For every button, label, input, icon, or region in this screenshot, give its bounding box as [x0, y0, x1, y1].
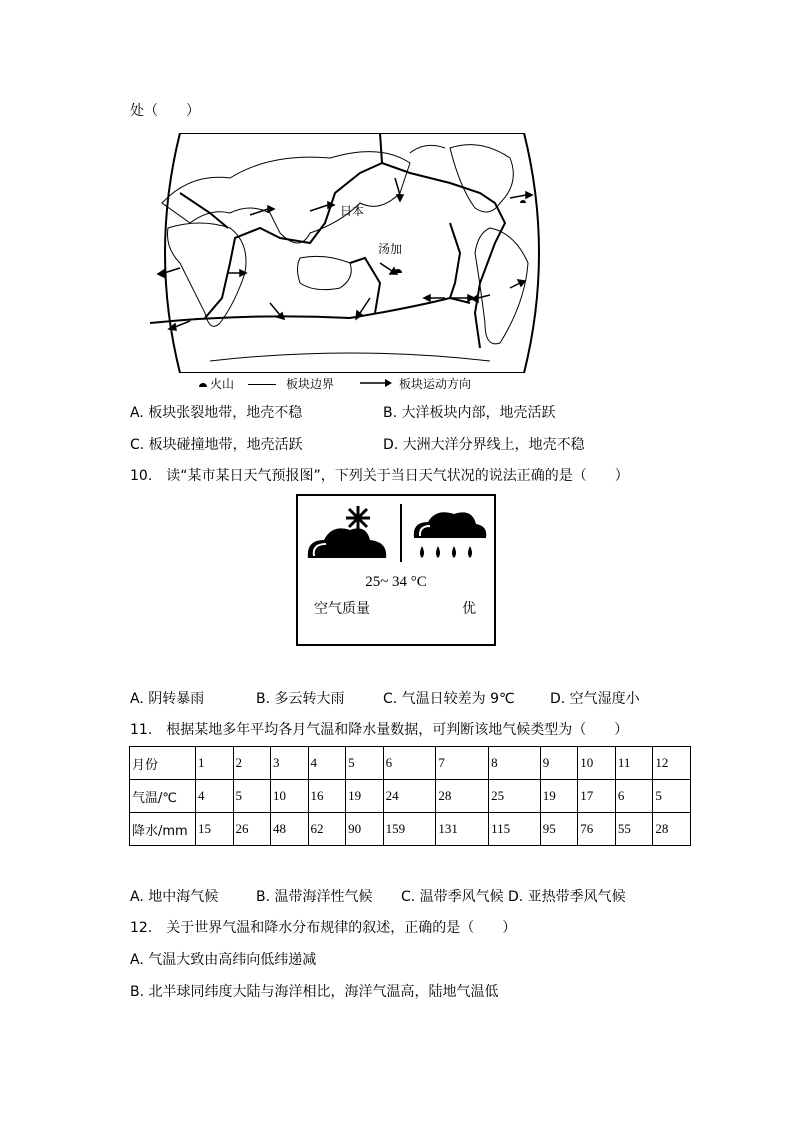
q9-option-d[interactable]: D. 大洲大洋分界线上，地壳不稳 — [383, 437, 585, 453]
q12-stem: 12. 关于世界气温和降水分布规律的叙述，正确的是（ ） — [130, 920, 517, 936]
legend-boundary: 板块边界 — [286, 377, 335, 391]
table-cell: 19 — [540, 780, 578, 813]
table-cell: 17 — [578, 780, 616, 813]
q11-option-c[interactable]: C. 温带季风气候 — [401, 889, 504, 905]
q10-option-a[interactable]: A. 阴转暴雨 — [130, 691, 205, 707]
table-cell: 11 — [615, 747, 653, 780]
table-cell: 4 — [196, 780, 234, 813]
map-label-tonga: 汤加 — [378, 242, 403, 256]
table-cell: 26 — [233, 813, 271, 846]
table-cell: 19 — [346, 780, 384, 813]
q11-option-d[interactable]: D. 亚热带季风气候 — [508, 889, 626, 905]
table-cell: 9 — [540, 747, 578, 780]
table-cell: 7 — [436, 747, 489, 780]
table-row-header: 月份 — [130, 747, 196, 780]
table-cell: 5 — [233, 780, 271, 813]
table-cell: 15 — [196, 813, 234, 846]
table-cell: 3 — [271, 747, 309, 780]
table-cell: 16 — [308, 780, 346, 813]
table-cell: 6 — [383, 747, 436, 780]
air-quality-label: 空气质量 — [314, 601, 370, 617]
q9-option-b[interactable]: B. 大洋板块内部，地壳活跃 — [383, 405, 556, 421]
volcano-icon — [198, 376, 208, 392]
q9-option-c[interactable]: C. 板块碰撞地带，地壳活跃 — [130, 437, 303, 453]
boundary-line-icon — [248, 384, 276, 385]
table-cell: 25 — [489, 780, 541, 813]
table-cell: 12 — [653, 747, 691, 780]
table-cell: 10 — [271, 780, 309, 813]
table-row — [130, 780, 691, 813]
forecast-temperature: 25~ 34 °C — [365, 574, 427, 590]
q12-option-b[interactable]: B. 北半球同纬度大陆与海洋相比，海洋气温高，陆地气温低 — [130, 984, 499, 1000]
table-row-header: 降水/mm — [130, 813, 196, 846]
q12-option-a[interactable]: A. 气温大致由高纬向低纬递减 — [130, 952, 317, 968]
q10-stem: 10. 读“某市某日天气预报图”，下列关于当日天气状况的说法正确的是（ ） — [130, 468, 629, 484]
q11-option-a[interactable]: A. 地中海气候 — [130, 889, 219, 905]
q10-option-d[interactable]: D. 空气湿度小 — [550, 691, 640, 707]
table-cell: 5 — [653, 780, 691, 813]
weather-forecast-box — [296, 494, 496, 646]
table-cell: 90 — [346, 813, 384, 846]
table-row — [130, 813, 691, 846]
air-quality-value: 优 — [462, 601, 476, 617]
map-label-japan: 日本 — [340, 204, 365, 218]
table-cell: 76 — [578, 813, 616, 846]
table-cell: 5 — [346, 747, 384, 780]
table-cell: 2 — [233, 747, 271, 780]
table-row — [130, 747, 691, 780]
climate-data-table — [129, 746, 691, 846]
table-cell: 159 — [383, 813, 436, 846]
table-cell: 8 — [489, 747, 541, 780]
table-cell: 131 — [436, 813, 489, 846]
legend-volcano: 火山 — [210, 377, 235, 391]
q10-option-b[interactable]: B. 多云转大雨 — [256, 691, 345, 707]
q9-stem-tail: 处（ ） — [130, 103, 200, 119]
q11-stem: 11. 根据某地多年平均各月气温和降水量数据，可判断该地气候类型为（ ） — [130, 722, 629, 738]
table-cell: 6 — [615, 780, 653, 813]
table-cell: 24 — [383, 780, 436, 813]
q10-option-c[interactable]: C. 气温日较差为 9℃ — [383, 691, 515, 707]
table-cell: 62 — [308, 813, 346, 846]
table-cell: 1 — [196, 747, 234, 780]
plate-map — [150, 133, 554, 373]
q11-option-b[interactable]: B. 温带海洋性气候 — [256, 889, 373, 905]
table-cell: 10 — [578, 747, 616, 780]
table-cell: 55 — [615, 813, 653, 846]
heavy-rain-icon — [410, 506, 488, 564]
q9-option-a[interactable]: A. 板块张裂地带，地壳不稳 — [130, 405, 303, 421]
table-cell: 28 — [653, 813, 691, 846]
cloudy-sun-icon — [304, 504, 394, 566]
table-cell: 95 — [540, 813, 578, 846]
forecast-divider — [400, 504, 402, 562]
legend-direction: 板块运动方向 — [399, 377, 472, 391]
table-row-header: 气温/℃ — [130, 780, 196, 813]
arrow-right-icon — [360, 376, 392, 394]
table-cell: 28 — [436, 780, 489, 813]
table-cell: 115 — [489, 813, 541, 846]
table-cell: 48 — [271, 813, 309, 846]
table-cell: 4 — [308, 747, 346, 780]
